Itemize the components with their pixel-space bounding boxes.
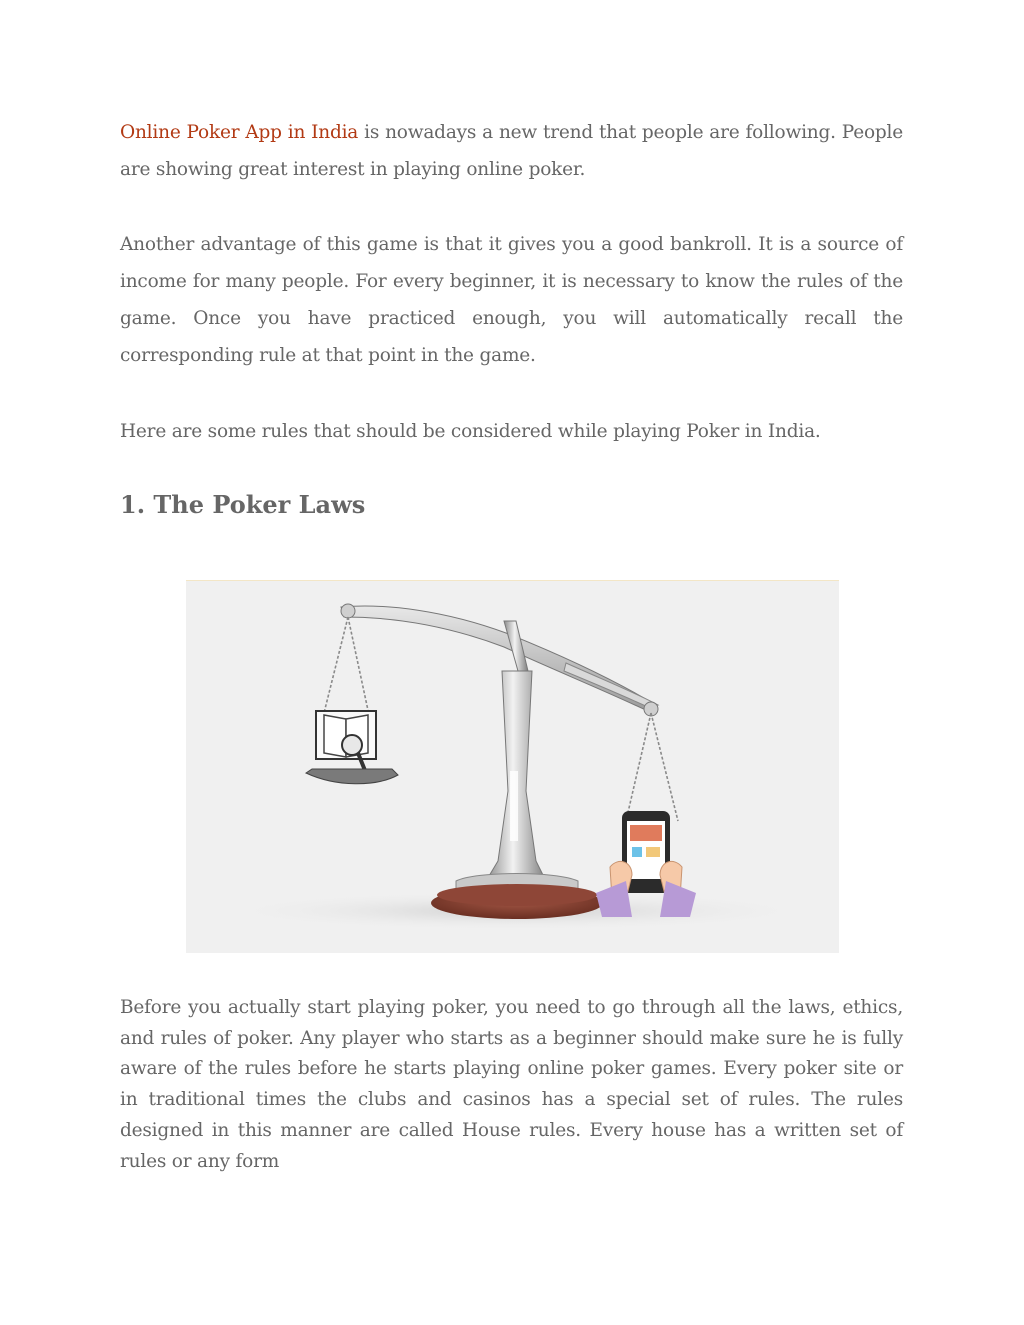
intro-paragraph: [120, 114, 903, 188]
section-heading: 1. The Poker Laws: [120, 490, 366, 519]
advantage-paragraph: Another advantage of this game is that it gives you a good bankroll. It is a source of income for many people. For every beginner, it is necessary to know the rules of the game. Once you have practiced enough, you will automatically recall the corresponding rule at that point in the game.: [120, 234, 903, 366]
scale-illustration-svg: [186, 581, 839, 953]
right-chains: [626, 713, 678, 821]
scale-beam: [341, 604, 658, 716]
balance-scale-illustration: [186, 580, 839, 953]
rules-intro-paragraph: Here are some rules that should be considered while playing Poker in India.: [120, 421, 821, 442]
left-pan: [306, 711, 398, 784]
poker-laws-paragraph: Before you actually start playing poker, you need to go through all the laws, ethics, and rules of poker. Any player who starts as a beginner should make sure he is fully aware of the rules before he starts playing online poker games. Every poker site or in traditional times the clubs and casinos has a special set of rules. The rules designed in this manner are called House rules. Every house has a written set of rules or any form: [120, 997, 903, 1172]
online-poker-app-link[interactable]: Online Poker App in India: [120, 122, 359, 143]
wooden-base-top: [437, 884, 597, 906]
intro-text: is nowadays a new trend that people are following. People are showing great interest in playing online poker.: [120, 122, 903, 180]
